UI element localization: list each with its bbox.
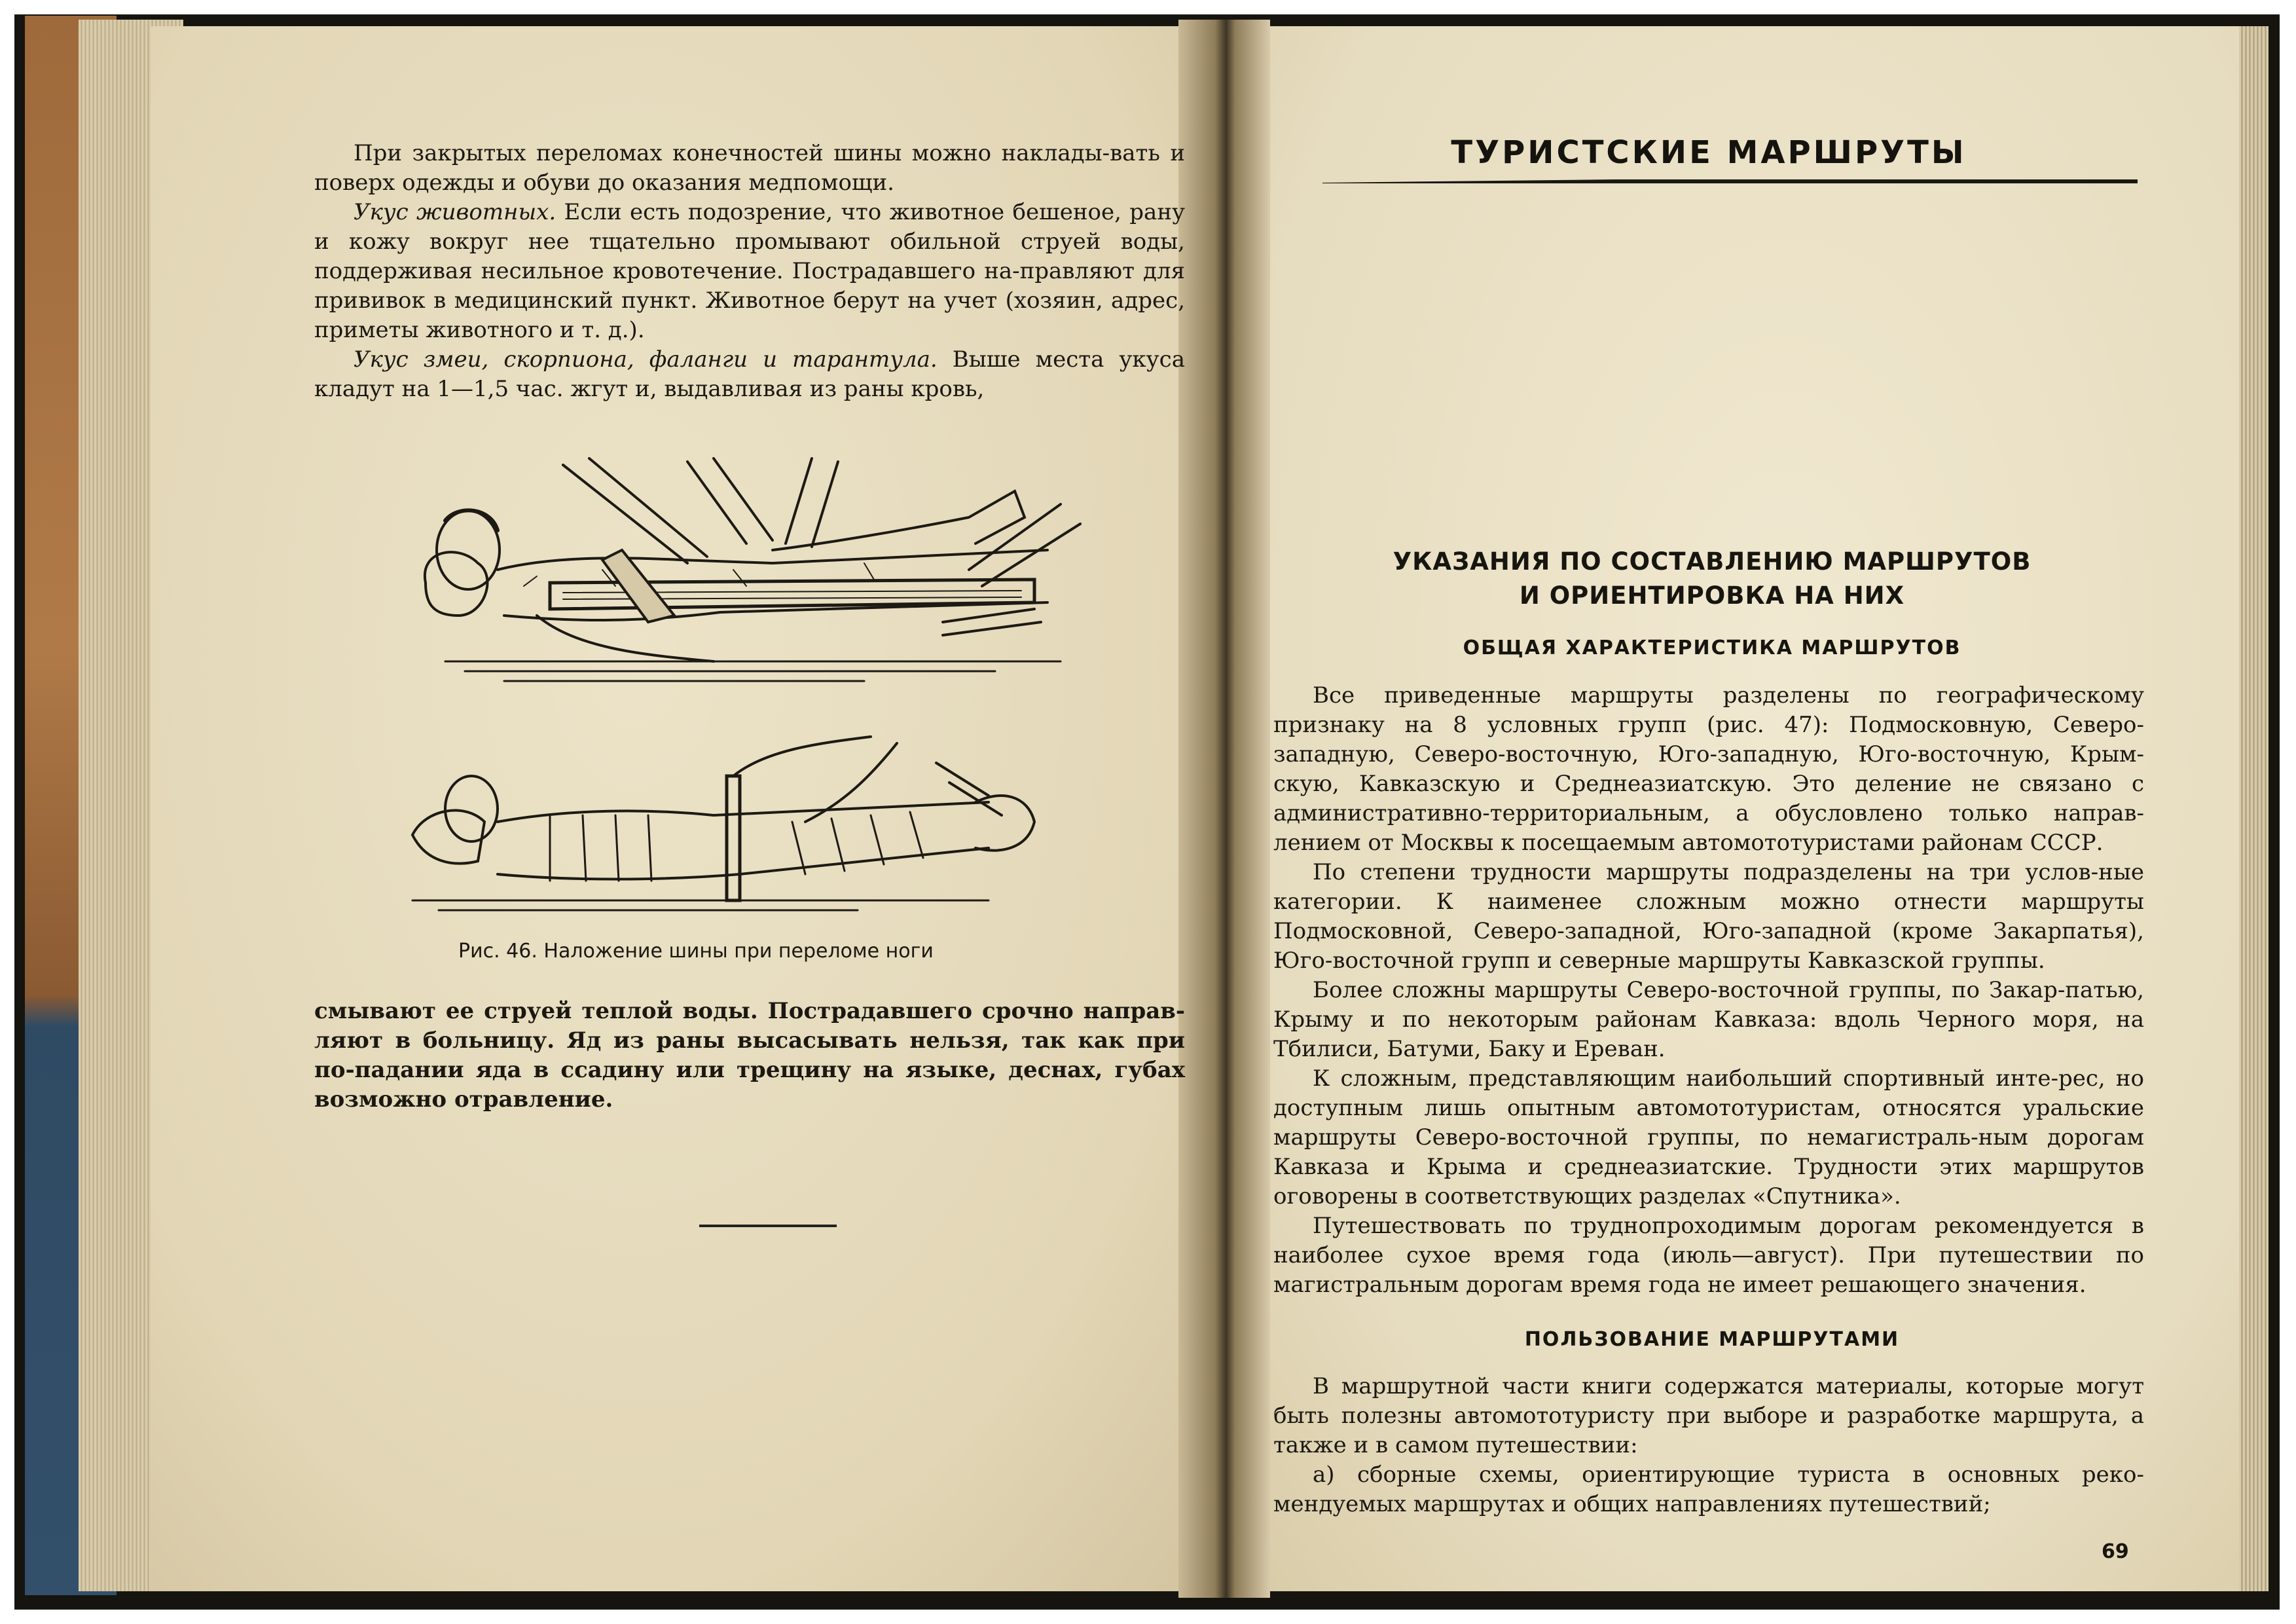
left-page-bottom-text [314,997,1185,1115]
section-end-rule [699,1225,837,1227]
paragraph-more-difficult: Более сложны маршруты Северо-восточной группы, по Закар-патью, Крыму и по некоторым районам Кавказа: вдоль Черного моря, на Тбилиси, Батуми, Баку и Ереван. [1273,977,2144,1062]
paragraph-groups: Все приведенные маршруты разделены по географическому признаку на 8 условных групп (рис. 47): Подмосковную, Северо-западную, Северо-восточную, Юго-западную, Юго-восточную, Крым-скую, Кавказскую и Среднеазиатскую. Это деление не связано с административно-территориальным, а обусловлено только направ-лением от Москвы к посещаемым автомототуристами районам СССР. [1273,682,2144,856]
paragraph-animal-bite: Укус животных. Если есть подозрение, что животное бешеное, рану и кожу вокруг нее тщательно промывают обильной струей воды, поддерживая несильное кровотечение. Пострадавшего на-правляют для прививок в медицинский пункт. Животное берут на учет (хозяин, адрес, приметы животного и т. д.). [314,199,1185,343]
subsection-title-usage: ПОЛЬЗОВАНИЕ МАРШРУТАМИ [1524,1328,1900,1351]
splint-illustration-bottom [399,724,1120,920]
page-number: 69 [2102,1540,2129,1563]
right-page-text-2 [1273,1372,2144,1519]
figure-caption: Рис. 46. Наложение шины при переломе ноги [458,940,934,963]
paragraph-snake-bite: Укус змеи, скорпиона, фаланги и тарантула. Выше места укуса кладут на 1—1,5 час. жгут и, выдавливая из раны кровь, [314,346,1185,402]
paragraph-difficult: К сложным, представляющим наибольший спортивный инте-рес, но доступным лишь опытным автомототуристам, относятся уральские маршруты Северо-восточной группы, по немагистраль-ным дорогам Кавказа и Крыма и среднеазиатские. Трудности этих маршрутов оговорены в соответствующих разделах «Спутника». [1273,1065,2144,1209]
right-page-text-1 [1273,681,2144,1300]
italic-snake-bite: Укус змеи, скорпиона, фаланги и тарантула. [354,346,938,373]
paragraph-closed-fractures: При закрытых переломах конечностей шины можно наклады-вать и поверх одежды и обуви до оказания медпомощи. [314,140,1185,196]
paragraph-materials: В маршрутной части книги содержатся материалы, которые могут быть полезны автомототуристу при выборе и разработке маршрута, а также и в самом путешествии: [1273,1373,2144,1458]
section-title: УКАЗАНИЯ ПО СОСТАВЛЕНИЮ МАРШРУТОВ И ОРИЕНТИРОВКА НА НИХ [1393,547,2032,610]
splint-illustration-top [406,445,1146,694]
page-stack-right [2239,26,2269,1591]
book-gutter [1178,20,1270,1598]
paragraph-continuation: смывают ее струей теплой воды. Пострадавшего срочно направ-ляют в больницу. Яд из раны высасывать нельзя, так как при по-падании яда в ссадину или трещину на языке, деснах, губах возможно отравление. [314,998,1185,1113]
italic-animal-bite: Укус животных. [354,199,556,225]
paragraph-schemes: а) сборные схемы, ориентирующие туриста в основных реко-мендуемых маршрутах и общих направлениях путешествий; [1273,1462,2144,1517]
paragraph-season: Путешествовать по труднопроходимым дорогам рекомендуется в наиболее сухое время года (июль—август). При путешествии по магистральным дорогам время года не имеет решающего значения. [1273,1213,2144,1298]
paragraph-difficulty: По степени трудности маршруты подразделены на три услов-ные категории. К наименее сложным можно отнести маршруты Подмосковной, Северо-западной, Юго-западной (кроме Закарпатья), Юго-восточной групп и северные маршруты Кавказской группы. [1273,859,2144,974]
subsection-title-general: ОБЩАЯ ХАРАКТЕРИСТИКА МАРШРУТОВ [1463,637,1961,659]
running-header: ТУРИСТСКИЕ МАРШРУТЫ [1451,134,1967,171]
left-page-top-text [314,139,1185,404]
